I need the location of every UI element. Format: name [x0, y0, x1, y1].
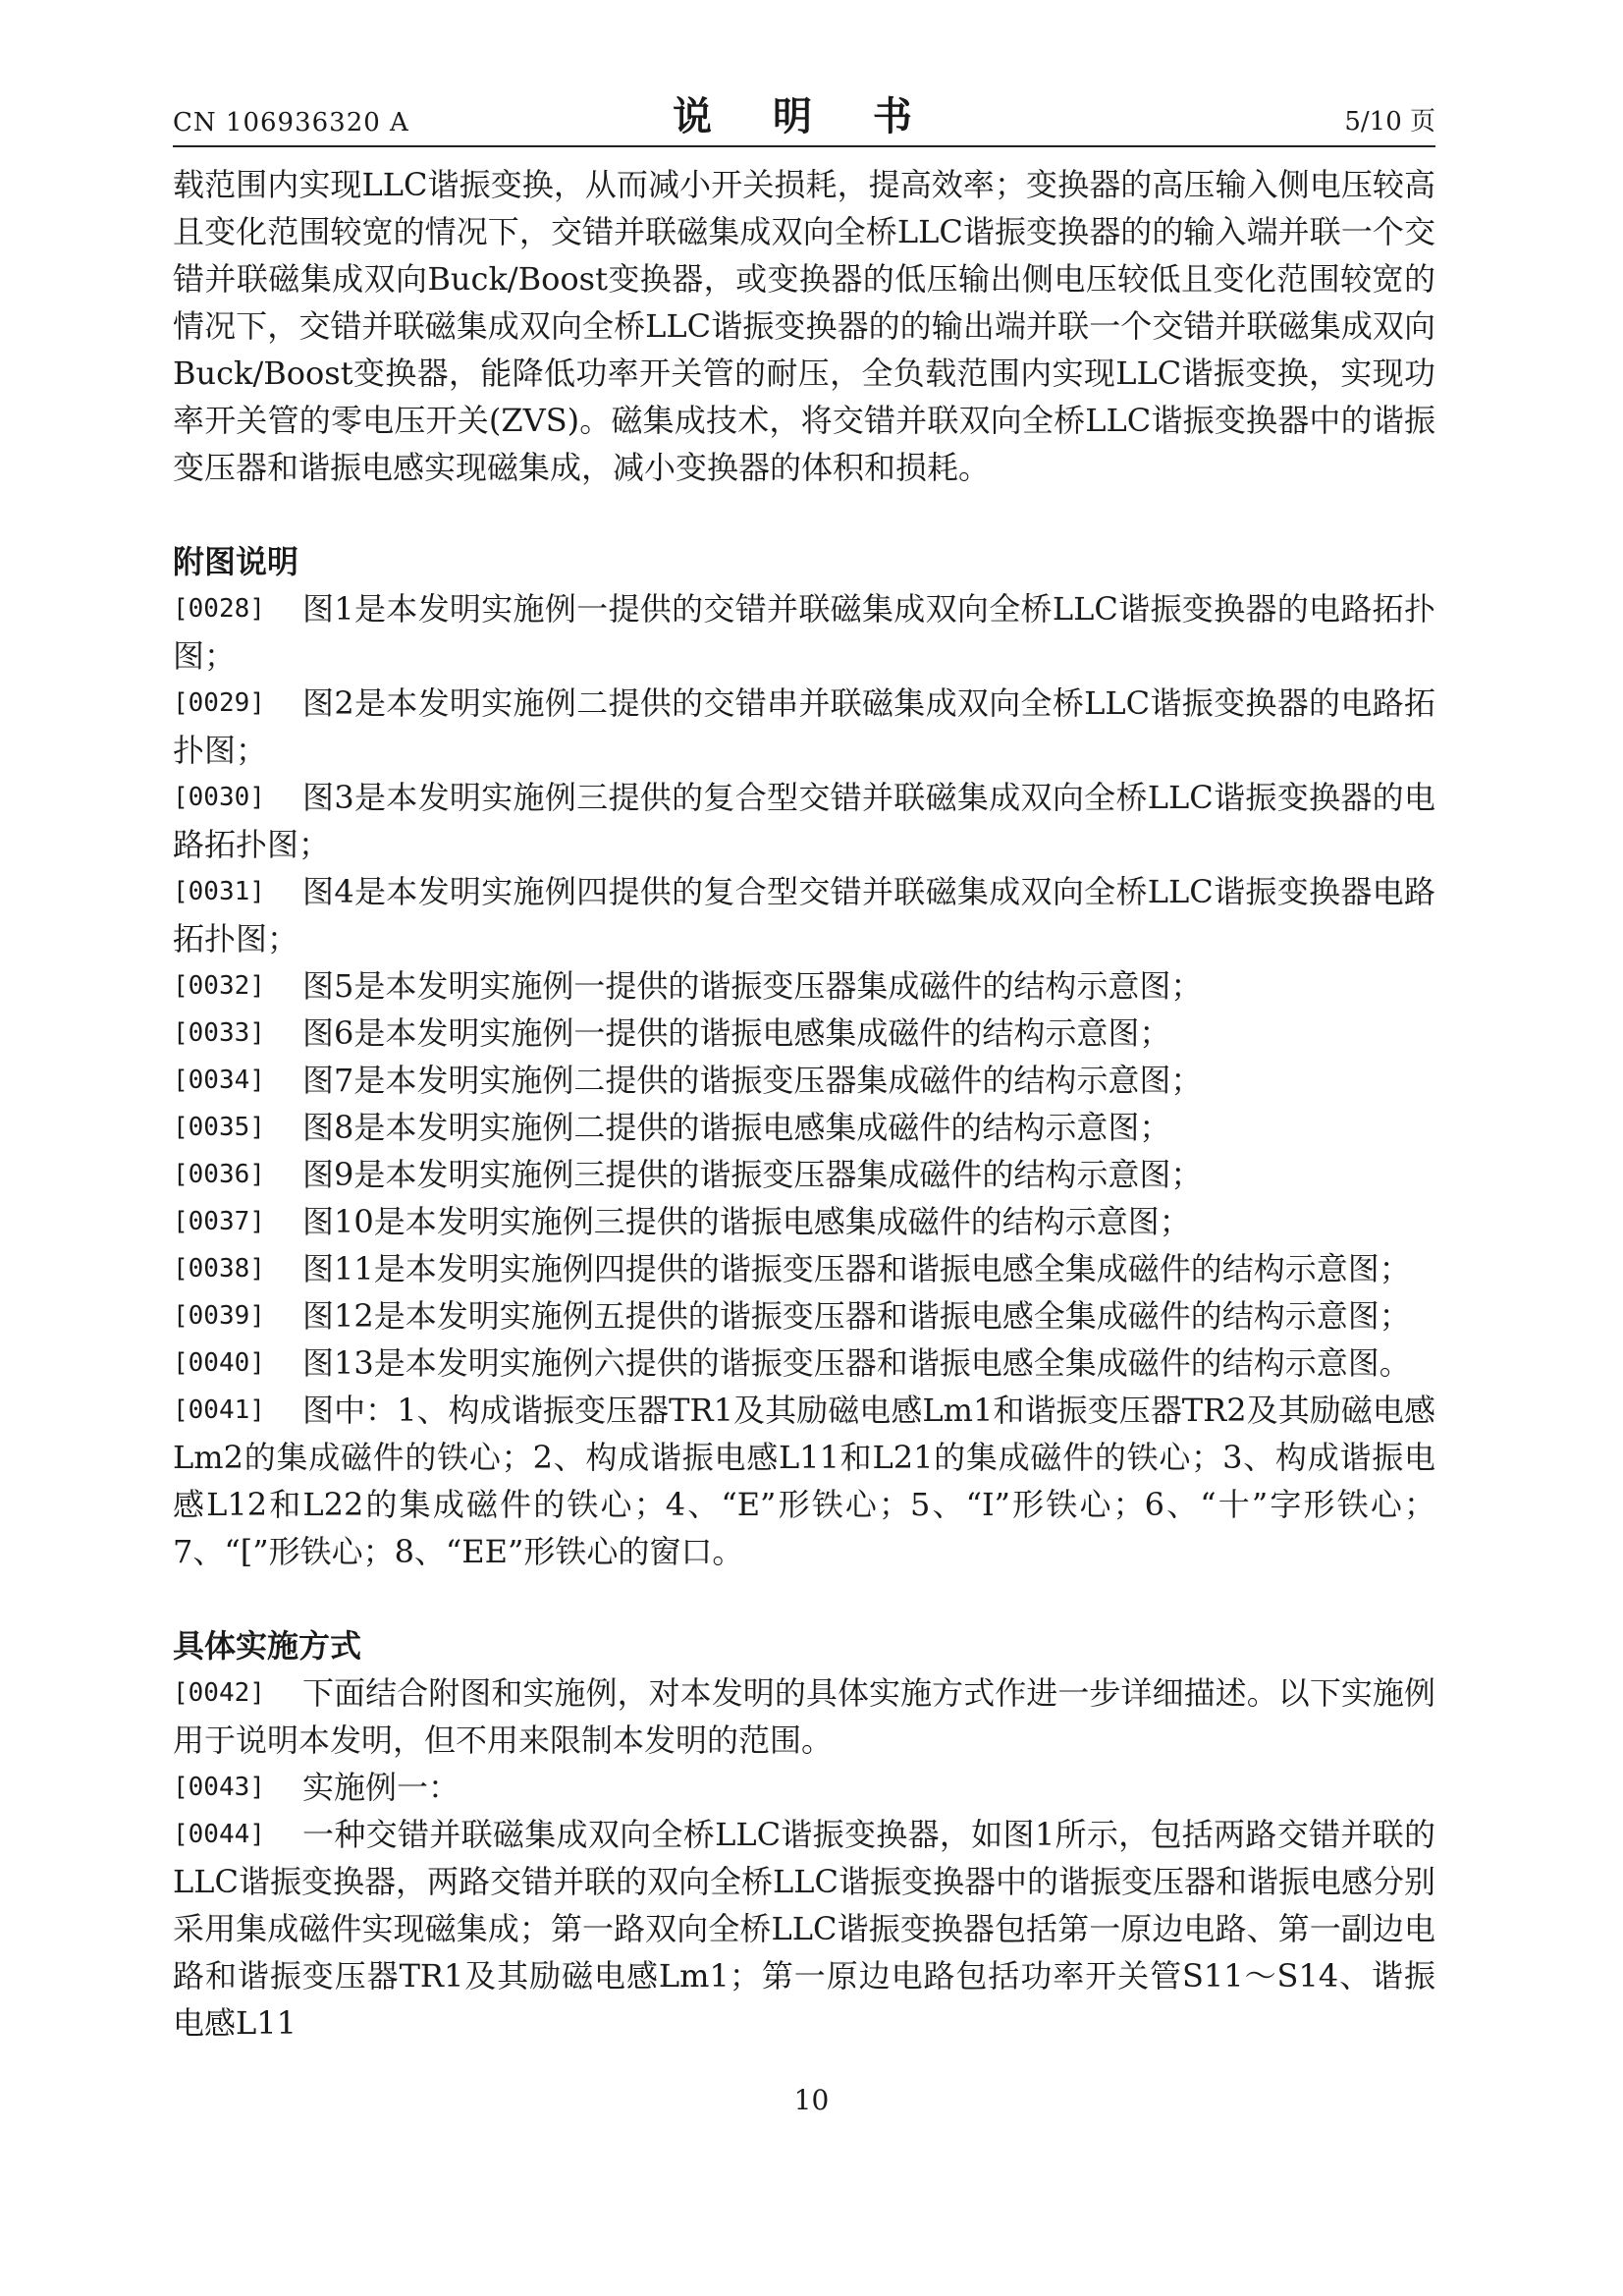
paragraph-text	[173, 680, 1435, 774]
paragraph-body: 实施例一：	[302, 1769, 460, 1806]
paragraph-body: 图9是本发明实施例三提供的谐振变压器集成磁件的结构示意图；	[302, 1156, 1203, 1193]
paragraph-body: 图3是本发明实施例三提供的复合型交错并联磁集成双向全桥LLC谐振变换器的电路拓扑图；	[173, 779, 1435, 863]
document-body	[173, 161, 1435, 2047]
paragraph-number: [0034]	[173, 1066, 265, 1095]
paragraph-number: [0039]	[173, 1301, 265, 1331]
paragraph-text	[173, 1151, 1435, 1198]
document-title: 说 明 书	[673, 93, 936, 139]
paragraph-0038	[173, 1245, 1435, 1292]
paragraph-text	[173, 1057, 1435, 1104]
paragraph-body: 图12是本发明实施例五提供的谐振变压器和谐振电感全集成磁件的结构示意图；	[302, 1297, 1411, 1335]
paragraph-number: [0043]	[173, 1773, 265, 1802]
paragraph-number: [0029]	[173, 688, 265, 718]
paragraph-text	[173, 1339, 1435, 1387]
paragraph-body: 图8是本发明实施例二提供的谐振电感集成磁件的结构示意图；	[302, 1109, 1171, 1146]
paragraph-text	[173, 774, 1435, 868]
paragraph-body: 图10是本发明实施例三提供的谐振电感集成磁件的结构示意图；	[302, 1203, 1191, 1240]
paragraph-number: [0030]	[173, 783, 265, 812]
paragraph-text	[173, 1010, 1435, 1057]
paragraph-0029	[173, 680, 1435, 774]
paragraph-text	[173, 1387, 1435, 1575]
paragraph-0036	[173, 1151, 1435, 1198]
paragraph-number: [0044]	[173, 1820, 265, 1849]
paragraph-text	[173, 868, 1435, 962]
paragraph-body: 一种交错并联磁集成双向全桥LLC谐振变换器，如图1所示，包括两路交错并联的LLC谐振变换器，两路交错并联的双向全桥LLC谐振变换器中的谐振变压器和谐振电感分别采用集成磁件实现磁集成；第一路双向全桥LLC谐振变换器包括第一原边电路、第一副边电路和谐振变压器TR1及其励磁电感Lm1；第一原边电路包括功率开关管S11～S14、谐振电感L11	[173, 1816, 1435, 2042]
paragraph-text	[173, 1104, 1435, 1151]
paragraph-body: 图11是本发明实施例四提供的谐振变压器和谐振电感全集成磁件的结构示意图；	[302, 1250, 1411, 1287]
paragraph-body: 图1是本发明实施例一提供的交错并联磁集成双向全桥LLC谐振变换器的电路拓扑图；	[173, 590, 1435, 675]
paragraph-0039	[173, 1292, 1435, 1339]
paragraph-0033	[173, 1010, 1435, 1057]
paragraph-body: 图13是本发明实施例六提供的谐振变压器和谐振电感全集成磁件的结构示意图。	[302, 1344, 1411, 1382]
paragraph-0032	[173, 962, 1435, 1010]
document-number: CN 106936320 A	[173, 108, 409, 137]
paragraph-0035	[173, 1104, 1435, 1151]
page-header	[173, 94, 1435, 145]
paragraph-text	[173, 962, 1435, 1010]
paragraph-number: [0037]	[173, 1207, 265, 1236]
paragraph-number: [0040]	[173, 1348, 265, 1378]
paragraph-number: [0036]	[173, 1160, 265, 1189]
paragraph-text	[173, 1669, 1435, 1764]
paragraph-0028	[173, 585, 1435, 680]
page-indicator: 5/10 页	[1344, 107, 1435, 137]
paragraph-text	[173, 1764, 1435, 1811]
paragraph-text	[173, 1811, 1435, 2047]
paragraph-body: 图2是本发明实施例二提供的交错串并联磁集成双向全桥LLC谐振变换器的电路拓扑图；	[173, 684, 1435, 769]
paragraph-text	[173, 1245, 1435, 1292]
paragraph-0031	[173, 868, 1435, 962]
paragraph-number: [0038]	[173, 1254, 265, 1284]
paragraph-number: [0032]	[173, 971, 265, 1001]
intro-paragraph: 载范围内实现LLC谐振变换，从而减小开关损耗，提高效率；变换器的高压输入侧电压较高且变化范围较宽的情况下，交错并联磁集成双向全桥LLC谐振变换器的的输入端并联一个交错并联磁集成双向Buck/Boost变换器，或变换器的低压输出侧电压较低且变化范围较宽的情况下，交错并联磁集成双向全桥LLC谐振变换器的的输出端并联一个交错并联磁集成双向Buck/Boost变换器，能降低功率开关管的耐压，全负载范围内实现LLC谐振变换，实现功率开关管的零电压开关(ZVS)。磁集成技术，将交错并联双向全桥LLC谐振变换器中的谐振变压器和谐振电感实现磁集成，减小变换器的体积和损耗。	[173, 166, 1435, 486]
paragraph-body: 图7是本发明实施例二提供的谐振变压器集成磁件的结构示意图；	[302, 1062, 1203, 1099]
figures-paragraph-list	[173, 585, 1435, 1575]
paragraph-text	[173, 1198, 1435, 1245]
paragraph-number: [0028]	[173, 594, 265, 624]
header-rule	[173, 145, 1435, 147]
paragraph-text	[173, 1292, 1435, 1339]
paragraph-0043	[173, 1764, 1435, 1811]
paragraph-0034	[173, 1057, 1435, 1104]
spacer	[173, 1575, 1435, 1622]
paragraph-0030	[173, 774, 1435, 868]
paragraph-number: [0042]	[173, 1678, 265, 1708]
spacer	[173, 491, 1435, 538]
paragraph-number: [0035]	[173, 1113, 265, 1142]
paragraph-0041	[173, 1387, 1435, 1575]
page-number: 10	[793, 2084, 830, 2116]
paragraph-0042	[173, 1669, 1435, 1764]
paragraph-body: 图6是本发明实施例一提供的谐振电感集成磁件的结构示意图；	[302, 1014, 1171, 1052]
paragraph-body: 图5是本发明实施例一提供的谐振变压器集成磁件的结构示意图；	[302, 967, 1203, 1005]
section-title-embodiment: 具体实施方式	[173, 1627, 362, 1665]
paragraph-number: [0033]	[173, 1018, 265, 1048]
section-title-figures: 附图说明	[173, 543, 299, 580]
embodiment-paragraph-list	[173, 1669, 1435, 2047]
paragraph-number: [0031]	[173, 877, 265, 906]
paragraph-body: 图中：1、构成谐振变压器TR1及其励磁电感Lm1和谐振变压器TR2及其励磁电感Lm2的集成磁件的铁心；2、构成谐振电感L11和L21的集成磁件的铁心；3、构成谐振电感L12和L22的集成磁件的铁心；4、“E”形铁心；5、“I”形铁心；6、“十”字形铁心；7、“[”形铁心；8、“EE”形铁心的窗口。	[173, 1392, 1435, 1570]
paragraph-text	[173, 585, 1435, 680]
paragraph-0037	[173, 1198, 1435, 1245]
paragraph-0044	[173, 1811, 1435, 2047]
paragraph-0040	[173, 1339, 1435, 1387]
paragraph-body: 下面结合附图和实施例，对本发明的具体实施方式作进一步详细描述。以下实施例用于说明本发明，但不用来限制本发明的范围。	[173, 1674, 1435, 1759]
paragraph-number: [0041]	[173, 1395, 265, 1425]
paragraph-body: 图4是本发明实施例四提供的复合型交错并联磁集成双向全桥LLC谐振变换器电路拓扑图；	[173, 873, 1435, 957]
